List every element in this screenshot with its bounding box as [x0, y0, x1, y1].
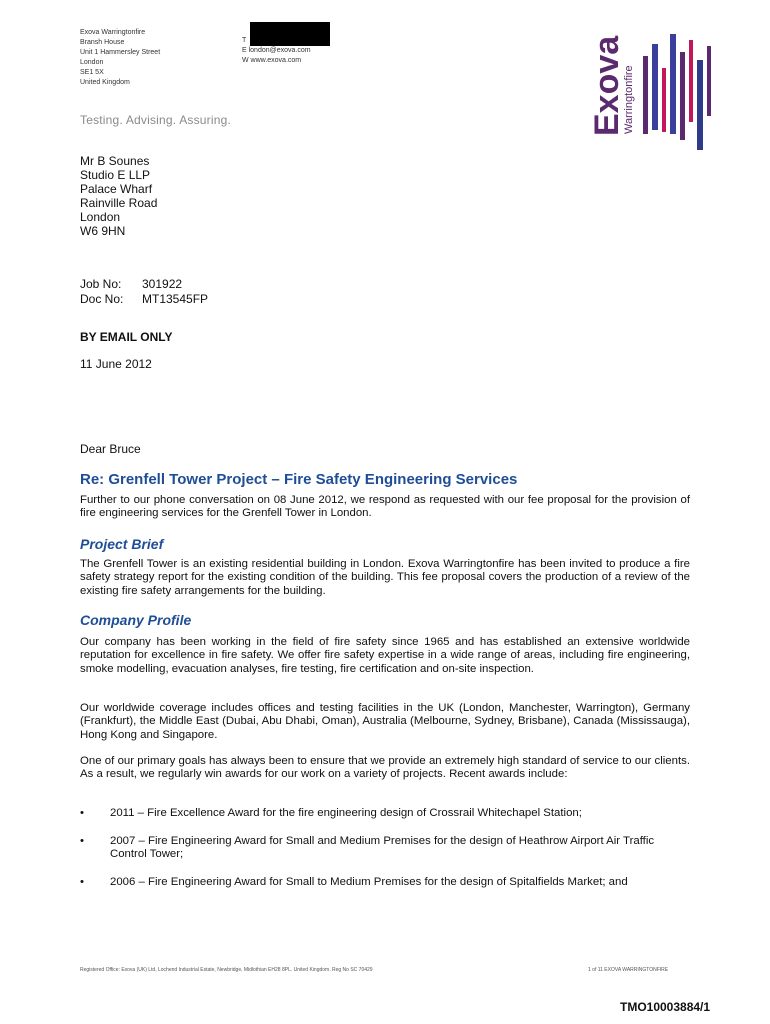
address-line: Exova Warringtonfire	[80, 29, 146, 36]
document-id-stamp: TMO10003884/1	[620, 1000, 711, 1014]
project-brief-heading: Project Brief	[80, 536, 164, 552]
sender-address	[80, 28, 160, 88]
logo-bar	[707, 46, 711, 116]
award-text: 2006 – Fire Engineering Award for Small to Medium Premises for the design of Spitalfields Market; and	[110, 876, 628, 888]
logo-bar	[662, 68, 666, 132]
letter-date: 11 June 2012	[80, 357, 152, 371]
address-line: London	[80, 59, 104, 66]
award-text: 2007 – Fire Engineering Award for Small and Medium Premises for the design of Heathrow Airport Air Traffic Control Tower;	[110, 835, 655, 861]
recipient-address	[80, 154, 157, 238]
recipient-line: London	[80, 210, 121, 224]
logo-bar	[652, 44, 658, 130]
recipient-line: Rainville Road	[80, 196, 158, 210]
bullet-marker: •	[80, 876, 84, 888]
job-number-value: 301922	[142, 277, 183, 291]
logo-bar	[670, 34, 676, 134]
intro-paragraph: Further to our phone conversation on 08 June 2012, we respond as requested with our fee proposal for the provision of fire engineering services for the Grenfell Tower in London.	[80, 494, 690, 520]
recipient-line: W6 9HN	[80, 224, 126, 238]
logo-bar	[689, 40, 693, 122]
project-brief-text: The Grenfell Tower is an existing residential building in London. Exova Warringtonfire has been invited to produce a fire safety strategy report for the existing condition of the building. This fee proposal covers the production of a review of the existing fire safety arrangements for the building.	[80, 558, 690, 597]
sender-contact	[242, 36, 311, 66]
company-tagline: Testing. Advising. Assuring.	[80, 113, 232, 127]
contact-telephone: T	[242, 37, 247, 44]
award-text: 2011 – Fire Excellence Award for the fire engineering design of Crossrail Whitechapel Station;	[110, 807, 582, 819]
address-line: Unit 1 Hammersley Street	[80, 49, 161, 56]
logo-subtitle: Warringtonfire	[623, 65, 635, 134]
contact-email: E london@exova.com	[242, 47, 311, 54]
salutation: Dear Bruce	[80, 442, 141, 456]
job-number-row	[80, 277, 208, 292]
recipient-line: Mr B Sounes	[80, 154, 150, 168]
doc-number-row	[80, 292, 208, 307]
bullet-marker: •	[80, 807, 84, 819]
registered-office-footer: Registered Office: Exova (UK) Ltd, Lochend Industrial Estate, Newbridge, Midlothian EH28 8PL. United Kingdom. Reg No SC 70429	[80, 967, 373, 973]
page-footer-right: 1 of 11 EXOVA WARRINGTONFIRE	[588, 967, 669, 973]
bullet-marker: •	[80, 835, 84, 847]
award-list-item	[80, 876, 690, 890]
company-profile-paragraph-1: Our company has been working in the field of fire safety since 1965 and has established an extensive worldwide reputation for excellence in fire safety. We offer fire safety expertise in a wide range of areas, including fire engineering, smoke modelling, evacuation analyses, fire testing, fire certification and on-site inspection.	[80, 636, 690, 675]
logo-wordmark: Exova	[588, 35, 626, 136]
address-line: United Kingdom	[80, 79, 130, 86]
award-list-item	[80, 835, 690, 863]
company-profile-heading: Company Profile	[80, 612, 192, 628]
address-line: Bransh House	[80, 39, 125, 46]
job-number-label: Job No:	[80, 277, 122, 291]
logo-bar	[643, 56, 648, 134]
award-list-item	[80, 807, 690, 821]
recipient-line: Studio E LLP	[80, 168, 151, 182]
doc-number-value: MT13545FP	[142, 292, 209, 306]
contact-web: W www.exova.com	[242, 57, 302, 64]
address-line: SE1 5X	[80, 69, 104, 76]
recipient-line: Palace Wharf	[80, 182, 153, 196]
letter-subject: Re: Grenfell Tower Project – Fire Safety Engineering Services	[80, 471, 518, 488]
company-profile-paragraph-3: One of our primary goals has always been to ensure that we provide an extremely high standard of service to our clients. As a result, we regularly win awards for our work on a variety of projects. Recent awards include:	[80, 755, 690, 781]
exova-logo	[588, 30, 720, 150]
doc-number-label: Doc No:	[80, 292, 124, 306]
company-profile-paragraph-2: Our worldwide coverage includes offices and testing facilities in the UK (London, Manchester, Warrington), Germany (Frankfurt), the Middle East (Dubai, Abu Dhabi, Oman), Australia (Melbourne, Sydney, Brisbane), Canada (Mississauga), Hong Kong and Singapore.	[80, 702, 690, 741]
logo-bar	[697, 60, 703, 150]
delivery-method: BY EMAIL ONLY	[80, 330, 173, 344]
logo-bar	[680, 52, 685, 140]
reference-block	[80, 277, 208, 307]
